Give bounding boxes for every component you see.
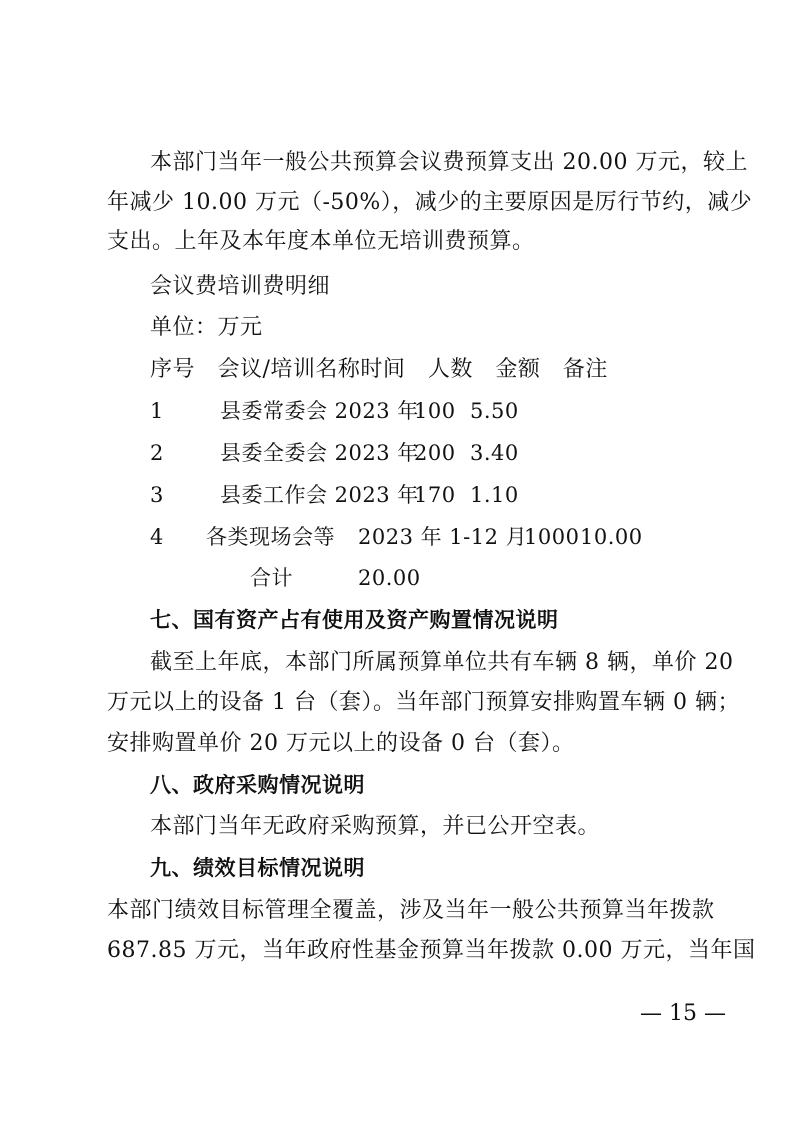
row-name: 各类现场会等 (206, 525, 335, 549)
row-name-time: 县委工作会 2023 年 (220, 483, 419, 507)
paragraph-9-line-1: 本部门绩效目标管理全覆盖，涉及当年一般公共预算当年拨款 (107, 898, 715, 923)
paragraph-meeting-line-2: 年减少 10.00 万元（-50%），减少的主要原因是厉行节约，减少 (107, 190, 753, 215)
section-9-heading: 九、绩效目标情况说明 (150, 856, 365, 880)
paragraph-meeting-line-3: 支出。上年及本年度本单位无培训费预算。 (107, 229, 535, 254)
row-amount: 10.00 (580, 525, 643, 549)
section-8-heading: 八、政府采购情况说明 (150, 773, 365, 797)
paragraph-8-line-1: 本部门当年无政府采购预算，并已公开空表。 (150, 814, 601, 839)
paragraph-9-line-2: 687.85 万元，当年政府性基金预算当年拨款 0.00 万元，当年国 (107, 938, 756, 963)
paragraph-meeting-line-1: 本部门当年一般公共预算会议费预算支出 20.00 万元，较上 (150, 150, 748, 175)
paragraph-7-line-2: 万元以上的设备 1 台（套）。当年部门预算安排购置车辆 0 辆； (107, 690, 740, 715)
row-people: 1000 (524, 525, 580, 549)
row-people: 170 (414, 483, 456, 507)
table-unit: 单位：万元 (150, 315, 263, 340)
row-number: 2 (150, 441, 164, 465)
row-people: 100 (414, 399, 456, 423)
row-number: 3 (150, 483, 164, 507)
row-amount: 5.50 (470, 399, 519, 423)
total-value: 20.00 (358, 566, 421, 590)
table-header: 序号 会议/培训名称时间 人数 金额 备注 (150, 357, 608, 382)
section-7-heading: 七、国有资产占有使用及资产购置情况说明 (150, 608, 559, 632)
page-number: — 15 — (640, 1001, 726, 1026)
row-amount: 3.40 (470, 441, 519, 465)
total-label: 合计 (250, 566, 293, 590)
row-number: 4 (150, 525, 164, 549)
paragraph-7-line-1: 截至上年底，本部门所属预算单位共有车辆 8 辆，单价 20 (150, 650, 734, 675)
table-title: 会议费培训费明细 (150, 274, 331, 299)
paragraph-7-line-3: 安排购置单价 20 万元以上的设备 0 台（套）。 (107, 731, 575, 756)
row-amount: 1.10 (470, 483, 519, 507)
row-time: 2023 年 1-12 月 (358, 525, 528, 549)
row-people: 200 (414, 441, 456, 465)
row-name-time: 县委常委会 2023 年 (220, 399, 419, 423)
row-name-time: 县委全委会 2023 年 (220, 441, 419, 465)
row-number: 1 (150, 399, 164, 423)
